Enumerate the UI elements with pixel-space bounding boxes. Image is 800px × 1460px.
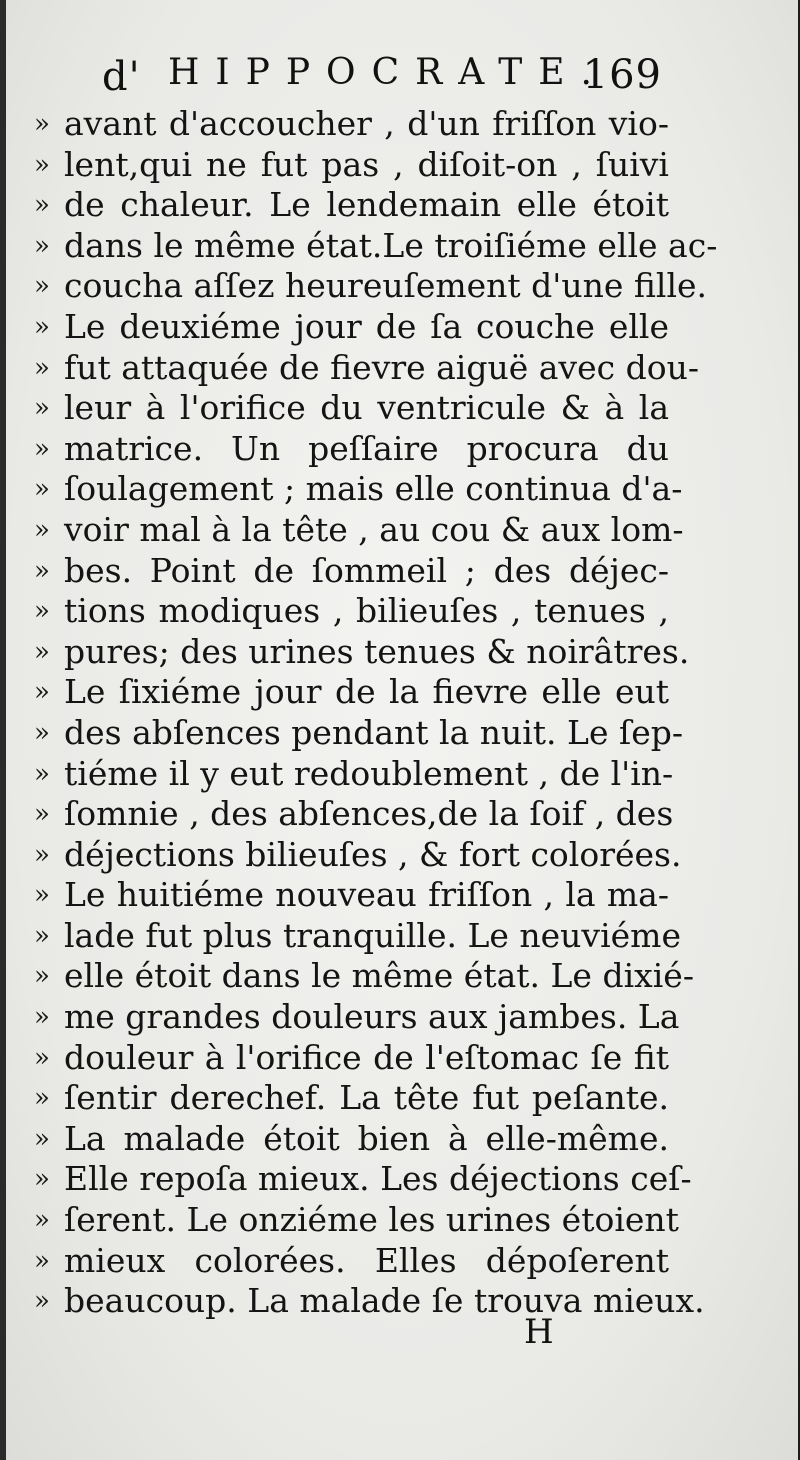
quote-mark: » — [34, 636, 50, 667]
line-text: ſerent. Le onziéme les urines étoient — [64, 1200, 679, 1240]
book-page — [6, 0, 798, 1460]
quote-mark: » — [34, 596, 50, 627]
text-line — [34, 631, 690, 673]
line-text: avant d'accoucher , d'un friſſon vio- — [64, 104, 669, 143]
line-text: ſomnie , des abſences,de la ſoif , des — [64, 794, 674, 834]
line-text: Le huitiéme nouveau friſſon , la ma- — [64, 875, 669, 915]
text-line — [34, 794, 674, 835]
text-line — [34, 509, 684, 551]
line-text: dans le même état.Le troiſiéme elle ac- — [64, 225, 718, 265]
body-text — [34, 104, 718, 1322]
quote-mark: » — [34, 393, 50, 424]
line-text: leur à l'orifice du ventricule & à la — [64, 388, 669, 428]
line-text: Le ſixiéme jour de la fievre elle eut — [64, 672, 669, 712]
text-line — [34, 1078, 669, 1119]
text-line — [34, 1159, 692, 1200]
line-text: douleur à l'orifice de l'eſtomac ſe fit — [64, 1037, 669, 1077]
text-line — [34, 1200, 679, 1241]
text-line — [34, 672, 669, 713]
line-text: me grandes douleurs aux jambes. La — [64, 997, 680, 1037]
text-line — [34, 834, 682, 876]
header-title: HIPPOCRATE. — [168, 52, 608, 93]
quote-mark: » — [34, 230, 50, 261]
text-line — [34, 591, 669, 632]
quote-mark: » — [34, 677, 50, 708]
line-text: beaucoup. La malade ſe trouva mieux. — [64, 1281, 705, 1321]
text-line — [34, 225, 718, 267]
quote-mark: » — [34, 474, 50, 505]
quote-mark: » — [34, 1042, 50, 1073]
text-line — [34, 1240, 669, 1282]
line-text: ſentir derechef. La tête fut peſante. — [64, 1078, 669, 1118]
quote-mark: » — [34, 271, 50, 302]
quote-mark: » — [34, 555, 50, 586]
quote-mark: » — [34, 1123, 50, 1154]
line-text: voir mal à la tête , au cou & aux lom- — [64, 509, 684, 549]
text-line — [34, 753, 674, 795]
quote-mark: » — [34, 758, 50, 789]
text-line — [34, 956, 694, 997]
quote-mark: » — [34, 880, 50, 911]
text-line — [34, 306, 669, 348]
line-text: lade fut plus tranquille. Le neuviéme — [64, 915, 681, 955]
quote-mark: » — [34, 514, 50, 545]
text-line — [34, 388, 669, 429]
line-text: elle étoit dans le même état. Le dixié- — [64, 956, 694, 996]
header-prefix: d' — [102, 54, 141, 100]
text-line — [34, 1037, 669, 1079]
line-text: des abſences pendant la nuit. Le ſep- — [64, 712, 683, 752]
line-text: ſoulagement ; mais elle continua d'a- — [64, 469, 683, 509]
quote-mark: » — [34, 352, 50, 383]
line-text: Le deuxiéme jour de ſa couche elle — [64, 306, 669, 346]
line-text: fut attaquée de fievre aiguë avec dou- — [64, 347, 699, 387]
line-text: coucha aſſez heureuſement d'une fille. — [64, 266, 708, 306]
quote-mark: » — [34, 839, 50, 870]
page-number: 169 — [582, 52, 662, 98]
text-line — [34, 144, 669, 186]
quote-mark: » — [34, 1002, 50, 1033]
quote-mark: » — [34, 109, 50, 139]
line-text: Elle repoſa mieux. Les déjections ceſ- — [64, 1159, 692, 1199]
line-text: tiéme il y eut redoublement , de l'in- — [64, 753, 674, 793]
text-line — [34, 915, 681, 957]
line-text: lent,qui ne fut pas , diſoit-on , ſuivi — [64, 144, 669, 184]
text-line — [34, 1281, 705, 1322]
quote-mark: » — [34, 717, 50, 748]
text-line — [34, 712, 683, 754]
line-text: pures; des urines tenues & noirâtres. — [64, 631, 690, 671]
signature-mark: H — [524, 1312, 554, 1352]
quote-mark: » — [34, 1205, 50, 1236]
text-line — [34, 266, 708, 307]
running-header — [102, 52, 662, 104]
quote-mark: » — [34, 433, 50, 464]
text-line — [34, 347, 699, 389]
quote-mark: » — [34, 799, 50, 830]
text-line — [34, 997, 680, 1038]
quote-mark: » — [34, 961, 50, 992]
text-line — [34, 469, 683, 510]
line-text: matrice. Un peſſaire procura du — [64, 428, 669, 468]
quote-mark: » — [34, 1164, 50, 1195]
text-line — [34, 1118, 669, 1160]
line-text: bes. Point de ſommeil ; des déjec- — [64, 550, 669, 590]
line-text: La malade étoit bien à elle-même. — [64, 1118, 669, 1158]
line-text: déjections bilieuſes , & fort colorées. — [64, 834, 682, 874]
quote-mark: » — [34, 311, 50, 342]
line-text: de chaleur. Le lendemain elle étoit — [64, 185, 669, 225]
quote-mark: » — [34, 1245, 50, 1276]
line-text: tions modiques , bilieuſes , tenues , — [64, 591, 669, 631]
text-line — [34, 875, 669, 916]
quote-mark: » — [34, 149, 50, 180]
quote-mark: » — [34, 1286, 50, 1317]
text-line — [34, 428, 669, 470]
quote-mark: » — [34, 190, 50, 221]
line-text: mieux colorées. Elles dépoſerent — [64, 1240, 669, 1280]
text-line — [34, 185, 669, 226]
quote-mark: » — [34, 920, 50, 951]
text-line — [34, 104, 669, 145]
text-line — [34, 550, 669, 592]
quote-mark: » — [34, 1083, 50, 1114]
